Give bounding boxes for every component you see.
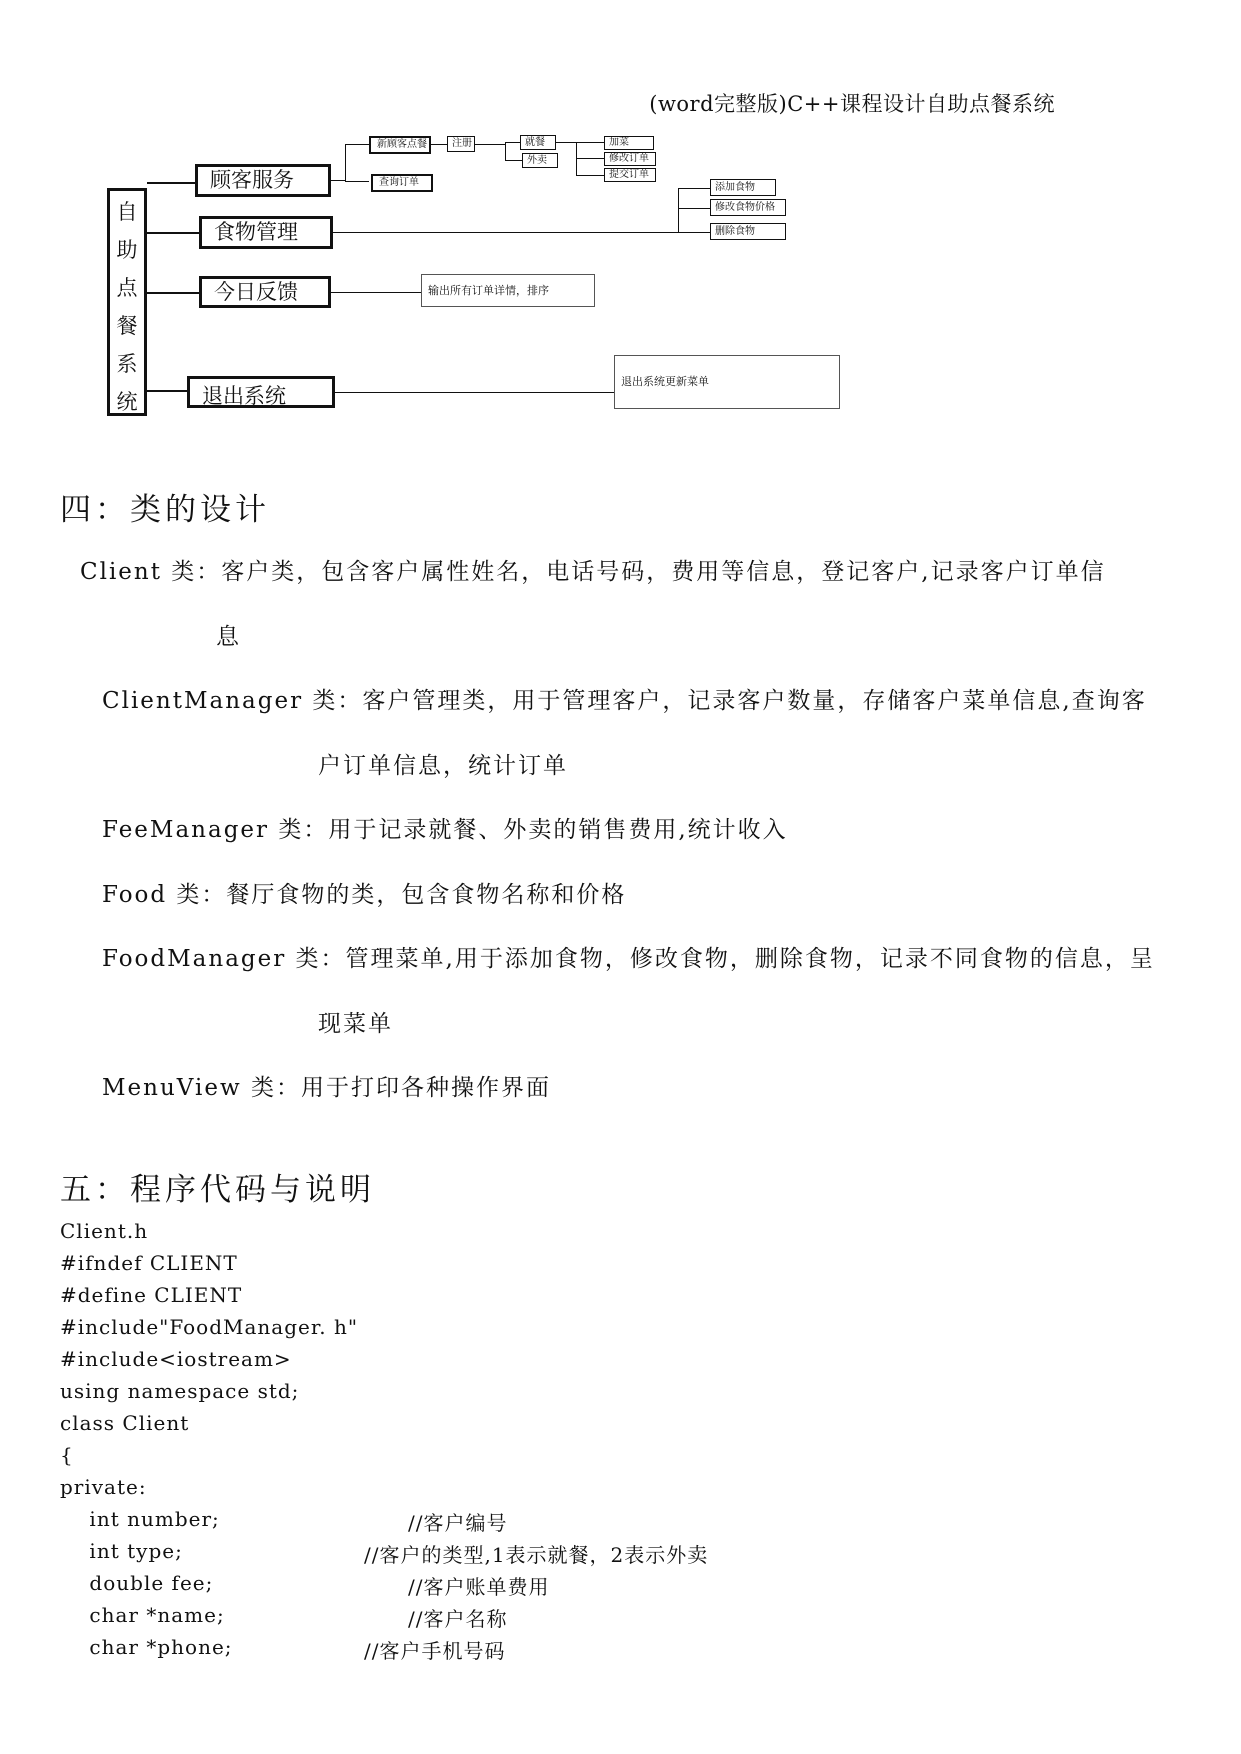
node-modify-order: 修改订单 bbox=[604, 152, 656, 166]
class-desc-food: Food 类：餐厅食物的类，包含食物名称和价格 bbox=[102, 882, 627, 908]
connector-line bbox=[147, 292, 199, 294]
node-takeout: 外卖 bbox=[522, 153, 558, 168]
code-line: int type; bbox=[60, 1539, 183, 1563]
code-comment: //客户手机号码 bbox=[364, 1639, 506, 1663]
connector-line bbox=[475, 144, 505, 145]
branch-exit-system: 退出系统 bbox=[187, 376, 335, 408]
connector-line bbox=[345, 144, 369, 145]
class-desc-foodmanager-cont: 现菜单 bbox=[318, 1011, 393, 1037]
page-header: (word完整版)C++课程设计自助点餐系统 bbox=[649, 92, 1055, 116]
code-line: using namespace std; bbox=[60, 1379, 300, 1403]
node-new-customer-order: 新顾客点餐 bbox=[369, 136, 431, 154]
node-delete-food: 删除食物 bbox=[710, 223, 786, 240]
connector-line bbox=[678, 208, 710, 209]
code-comment: //客户账单费用 bbox=[408, 1575, 550, 1599]
code-line: int number; bbox=[60, 1507, 220, 1531]
section5-title: 五：程序代码与说明 bbox=[60, 1172, 375, 1208]
connector-line bbox=[345, 181, 369, 182]
node-modify-food-price: 修改食物价格 bbox=[710, 199, 786, 216]
root-char: 统 bbox=[116, 390, 138, 414]
root-char: 助 bbox=[116, 238, 138, 262]
connector-line bbox=[505, 142, 506, 160]
code-line: char *phone; bbox=[60, 1635, 233, 1659]
code-line: class Client bbox=[60, 1411, 190, 1435]
connector-line bbox=[505, 160, 523, 161]
connector-line bbox=[431, 144, 447, 145]
connector-line bbox=[576, 175, 606, 176]
connector-line bbox=[678, 188, 710, 189]
class-desc-clientmanager: ClientManager 类：客户管理类，用于管理客户，记录客户数量，存储客户菜单信息,查询客 bbox=[102, 688, 1147, 714]
class-desc-menuview: MenuView 类：用于打印各种操作界面 bbox=[102, 1075, 551, 1101]
connector-line bbox=[678, 232, 710, 233]
code-comment: //客户名称 bbox=[408, 1607, 508, 1631]
class-desc-foodmanager: FoodManager 类：管理菜单,用于添加食物，修改食物，删除食物，记录不同食物的信息，呈 bbox=[102, 946, 1155, 972]
branch-customer-service: 顾客服务 bbox=[195, 164, 331, 197]
connector-line bbox=[556, 142, 576, 143]
code-line: #include<iostream> bbox=[60, 1347, 292, 1371]
class-desc-client: Client 类：客户类，包含客户属性姓名，电话号码，费用等信息，登记客户,记录客户订单信 bbox=[80, 559, 1106, 585]
connector-line bbox=[345, 144, 346, 182]
connector-line bbox=[576, 142, 606, 143]
node-add-dish: 加菜 bbox=[604, 136, 654, 150]
connector-line bbox=[576, 142, 577, 176]
root-char: 点 bbox=[116, 276, 138, 300]
branch-daily-feedback: 今日反馈 bbox=[199, 276, 331, 308]
node-feedback-note: 输出所有订单详情，排序 bbox=[421, 274, 595, 307]
connector-line bbox=[333, 232, 678, 233]
code-comment: //客户的类型,1表示就餐，2表示外卖 bbox=[364, 1543, 709, 1567]
connector-line bbox=[147, 232, 199, 234]
root-char: 自 bbox=[116, 200, 138, 224]
code-line: #define CLIENT bbox=[60, 1283, 243, 1307]
code-line: #ifndef CLIENT bbox=[60, 1251, 238, 1275]
class-desc-feemanager: FeeManager 类：用于记录就餐、外卖的销售费用,统计收入 bbox=[102, 817, 788, 843]
code-comment: //客户编号 bbox=[408, 1511, 508, 1535]
root-char: 系 bbox=[116, 352, 138, 376]
code-line: private: bbox=[60, 1475, 147, 1499]
code-line: #include"FoodManager. h" bbox=[60, 1315, 359, 1339]
code-line: Client.h bbox=[60, 1219, 149, 1243]
connector-line bbox=[678, 188, 679, 233]
connector-line bbox=[331, 292, 421, 293]
branch-food-management: 食物管理 bbox=[199, 216, 333, 249]
code-line: char *name; bbox=[60, 1603, 225, 1627]
root-char: 餐 bbox=[116, 314, 138, 338]
connector-line bbox=[335, 392, 614, 393]
node-exit-note: 退出系统更新菜单 bbox=[614, 355, 840, 409]
connector-line bbox=[147, 182, 195, 184]
class-desc-client-cont: 息 bbox=[216, 624, 241, 650]
class-desc-clientmanager-cont: 户订单信息，统计订单 bbox=[318, 753, 568, 779]
node-register: 注册 bbox=[447, 136, 475, 152]
system-structure-diagram bbox=[0, 0, 1241, 430]
connector-line bbox=[331, 180, 345, 181]
code-line: { bbox=[60, 1443, 74, 1467]
node-add-food: 添加食物 bbox=[710, 179, 776, 196]
code-line: double fee; bbox=[60, 1571, 214, 1595]
connector-line bbox=[147, 390, 187, 392]
node-submit-order: 提交订单 bbox=[604, 168, 656, 182]
connector-line bbox=[576, 158, 606, 159]
section4-title: 四：类的设计 bbox=[60, 492, 270, 528]
node-query-order: 查询订单 bbox=[371, 174, 433, 192]
root-node bbox=[107, 188, 147, 416]
node-dine-in: 就餐 bbox=[520, 135, 556, 150]
